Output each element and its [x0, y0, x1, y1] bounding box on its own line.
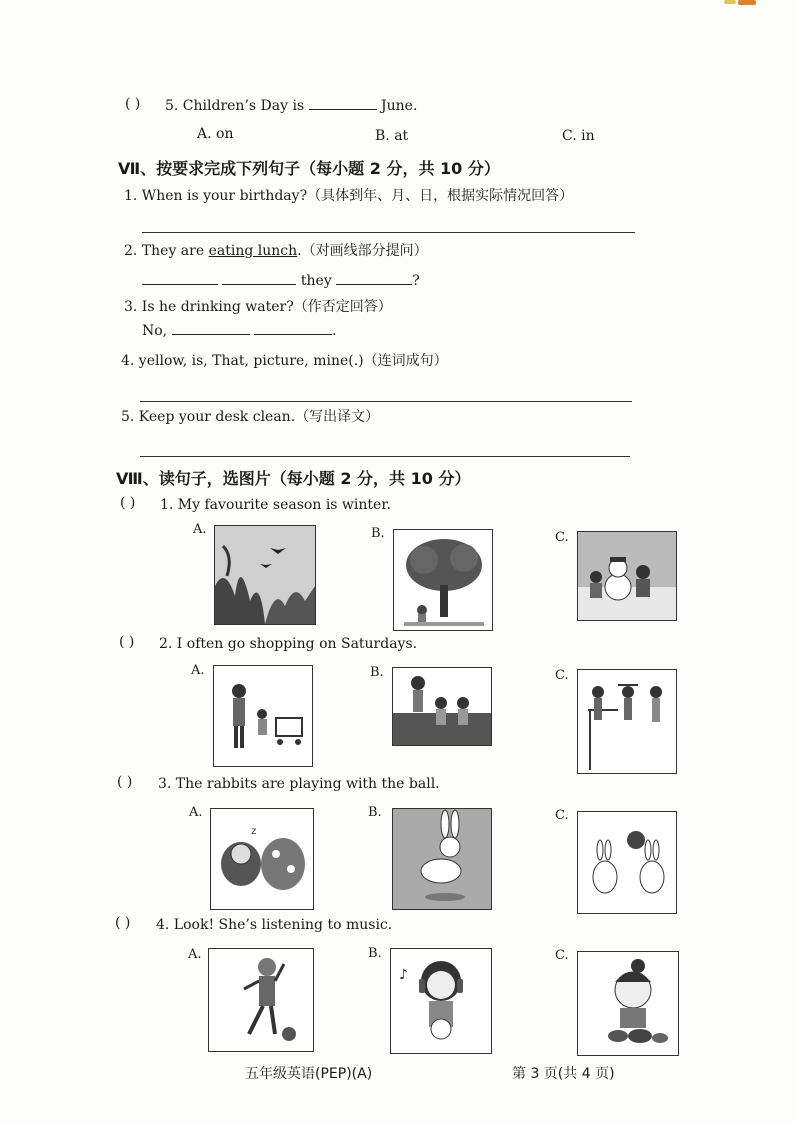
section-7-title: Ⅶ、按要求完成下列句子（每小题 2 分，共 10 分）	[118, 159, 500, 178]
s8-question-3: 3. The rabbits are playing with the ball.	[158, 776, 440, 792]
option-b-label: B.	[371, 526, 385, 541]
s7-item-2-answer	[142, 272, 420, 289]
option-b-label: B.	[370, 665, 384, 680]
s7-item-5: 5. Keep your desk clean.（写出译文）	[121, 409, 380, 425]
answer-line[interactable]	[140, 401, 632, 402]
answer-punct: .	[332, 323, 337, 339]
answer-bracket[interactable]: ( )	[125, 96, 141, 112]
item-2-text: 2. They are	[124, 243, 209, 259]
picture-shopping[interactable]	[213, 665, 313, 767]
corner-mark	[738, 0, 756, 5]
picture-sleeping-girl[interactable]	[210, 808, 314, 910]
picture-children-outing[interactable]	[392, 667, 492, 746]
option-c-label: C.	[555, 948, 569, 963]
picture-winter-snowman[interactable]	[577, 531, 677, 621]
picture-listening-music[interactable]	[390, 948, 492, 1054]
answer-bracket[interactable]: ( )	[119, 634, 135, 650]
option-a[interactable]: A. on	[197, 126, 234, 142]
picture-eating-girl[interactable]	[577, 951, 679, 1056]
option-a-label: A.	[189, 805, 203, 820]
picture-rabbits-ball[interactable]	[577, 811, 677, 914]
answer-blank[interactable]	[222, 272, 296, 285]
option-b-label: B.	[368, 946, 382, 961]
option-c-label: C.	[555, 668, 569, 683]
s7-item-3: 3. Is he drinking water?（作否定回答）	[124, 299, 392, 315]
answer-bracket[interactable]: ( )	[120, 495, 136, 511]
answer-blank[interactable]	[142, 272, 218, 285]
s8-question-1: 1. My favourite season is winter.	[160, 497, 391, 513]
svg-text:♪: ♪	[399, 967, 408, 983]
s7-item-3-answer	[142, 322, 337, 339]
answer-blank[interactable]	[336, 272, 412, 285]
s7-item-1: 1. When is your birthday?（具体到年、月、日，根据实际情况回答）	[124, 188, 574, 204]
answer-word: they	[300, 273, 332, 289]
option-c-label: C.	[555, 530, 569, 545]
underlined-phrase: eating lunch	[208, 243, 298, 259]
s7-item-2	[124, 240, 428, 260]
option-c-label: C.	[555, 808, 569, 823]
svg-text:z: z	[251, 826, 257, 837]
option-b-label: B.	[368, 805, 382, 820]
picture-autumn-tree[interactable]	[393, 529, 493, 631]
answer-bracket[interactable]: ( )	[115, 915, 131, 931]
item-2-instruction: .（对画线部分提问）	[297, 243, 428, 259]
footer-page-number: 第 3 页(共 4 页)	[512, 1066, 615, 1082]
section-8-title: Ⅷ、读句子，选图片（每小题 2 分，共 10 分）	[116, 469, 471, 488]
question-text: 5. Children’s Day is	[165, 98, 305, 114]
option-c[interactable]: C. in	[562, 128, 595, 144]
answer-bracket[interactable]: ( )	[117, 774, 133, 790]
answer-line[interactable]	[140, 456, 630, 457]
answer-blank[interactable]	[172, 322, 250, 335]
option-b[interactable]: B. at	[375, 128, 409, 144]
option-a-label: A.	[191, 663, 205, 678]
question-5	[165, 97, 417, 114]
answer-blank[interactable]	[254, 322, 332, 335]
s8-question-4: 4. Look! She’s listening to music.	[156, 917, 393, 933]
picture-jumping-rabbit[interactable]	[392, 808, 492, 910]
s8-question-2: 2. I often go shopping on Saturdays.	[159, 636, 418, 652]
answer-blank[interactable]	[309, 97, 377, 110]
option-a-label: A.	[188, 947, 202, 962]
s7-item-4: 4. yellow, is, That, picture, mine(.)（连词成句）	[121, 353, 448, 369]
footer-course: 五年级英语(PEP)(A)	[245, 1066, 373, 1082]
answer-punct: ?	[412, 273, 420, 289]
option-a-label: A.	[193, 522, 207, 537]
picture-spring-birds[interactable]	[214, 525, 316, 625]
answer-word: No,	[142, 323, 168, 339]
question-text-end: June.	[381, 98, 418, 114]
picture-exercising-girl[interactable]	[208, 948, 314, 1052]
corner-mark	[724, 0, 736, 4]
picture-ballet[interactable]	[577, 669, 677, 774]
answer-line[interactable]	[142, 232, 635, 233]
